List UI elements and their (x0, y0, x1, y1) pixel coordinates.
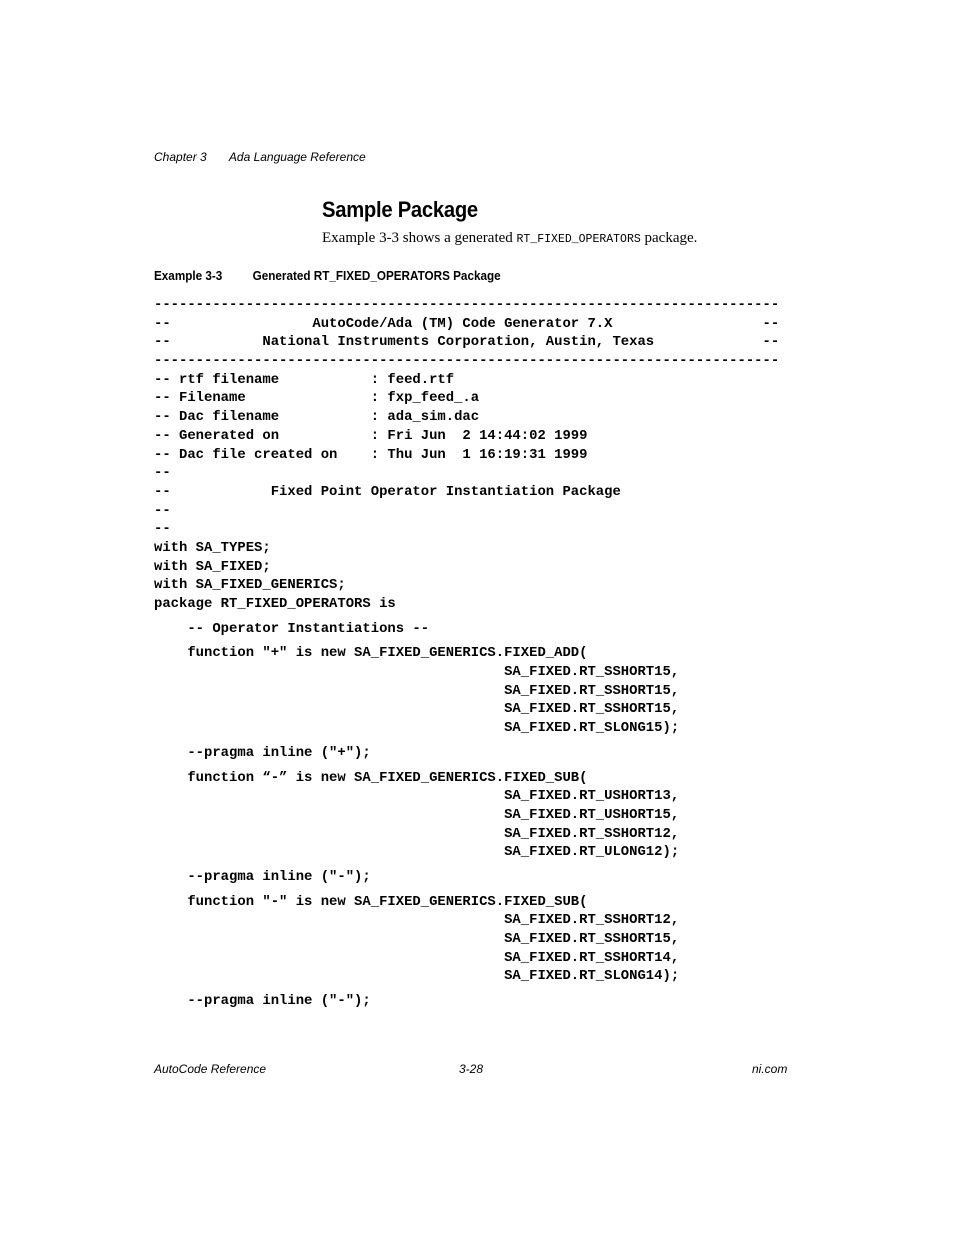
code-line: --pragma inline ("-"); (154, 868, 371, 885)
code-line: SA_FIXED.RT_ULONG12); (154, 844, 680, 861)
code-line: with SA_FIXED; (154, 558, 271, 575)
code-listing (154, 296, 779, 1011)
code-line: -- National Instruments Corporation, Austin, Texas -- (154, 334, 780, 351)
intro-after: package. (640, 230, 698, 246)
footer-page-number: 3-28 (459, 1062, 484, 1076)
code-line: SA_FIXED.RT_USHORT15, (154, 806, 680, 823)
intro-paragraph (322, 230, 697, 247)
section-label: Ada Language Reference (228, 150, 366, 164)
code-line: -- (154, 502, 171, 519)
code-line: --------------------------------------------------------------------------- (154, 353, 780, 370)
code-line: package RT_FIXED_OPERATORS is (154, 596, 396, 612)
running-header (154, 150, 366, 164)
code-line: -- Filename : fxp_feed_.a (154, 390, 480, 407)
footer-website: ni.com (752, 1062, 788, 1076)
code-line: with SA_TYPES; (154, 539, 271, 556)
code-line: --pragma inline ("+"); (154, 744, 371, 761)
footer-doc-title: AutoCode Reference (154, 1062, 267, 1076)
code-line: SA_FIXED.RT_SSHORT12, (154, 825, 680, 842)
code-line: SA_FIXED.RT_SSHORT14, (154, 949, 680, 966)
code-line: SA_FIXED.RT_SSHORT12, (154, 912, 680, 929)
example-number: Example 3-3 (154, 268, 223, 283)
code-line: SA_FIXED.RT_SSHORT15, (154, 931, 680, 947)
code-line: SA_FIXED.RT_SLONG14); (154, 968, 680, 985)
code-line: -- rtf filename : feed.rtf (154, 371, 455, 388)
code-line: SA_FIXED.RT_SSHORT15, (154, 701, 680, 718)
chapter-label: Chapter 3 (154, 150, 207, 164)
example-title: Generated RT_FIXED_OPERATORS Package (252, 268, 501, 283)
code-line: -- (154, 465, 171, 482)
intro-before: Example 3-3 shows a generated (322, 230, 517, 246)
code-line: SA_FIXED.RT_SSHORT15, (154, 664, 680, 681)
code-line: -- AutoCode/Ada (TM) Code Generator 7.X -- (154, 315, 780, 332)
example-caption (154, 268, 501, 283)
code-line: -- Dac filename : ada_sim.dac (154, 409, 480, 426)
code-line: SA_FIXED.RT_USHORT13, (154, 788, 680, 805)
code-line: SA_FIXED.RT_SLONG15); (154, 720, 680, 737)
intro-code: RT_FIXED_OPERATORS (516, 233, 641, 246)
code-line: --pragma inline ("-"); (154, 993, 371, 1010)
code-line: -- Fixed Point Operator Instantiation Package (154, 483, 621, 500)
code-line: function "-" is new SA_FIXED_GENERICS.FIXED_SUB( (154, 893, 588, 910)
code-line: SA_FIXED.RT_SSHORT15, (154, 682, 680, 699)
code-line: function “-” is new SA_FIXED_GENERICS.FIXED_SUB( (154, 769, 588, 786)
code-line: -- Operator Instantiations -- (154, 620, 430, 637)
code-line: --------------------------------------------------------------------------- (154, 297, 780, 313)
code-line: function "+" is new SA_FIXED_GENERICS.FIXED_ADD( (154, 645, 588, 662)
page-title: Sample Package (322, 197, 478, 222)
code-line: -- Dac file created on : Thu Jun 1 16:19:31 1999 (154, 446, 588, 463)
code-line: -- (154, 521, 171, 538)
code-line: with SA_FIXED_GENERICS; (154, 577, 346, 594)
code-line: -- Generated on : Fri Jun 2 14:44:02 1999 (154, 427, 588, 444)
